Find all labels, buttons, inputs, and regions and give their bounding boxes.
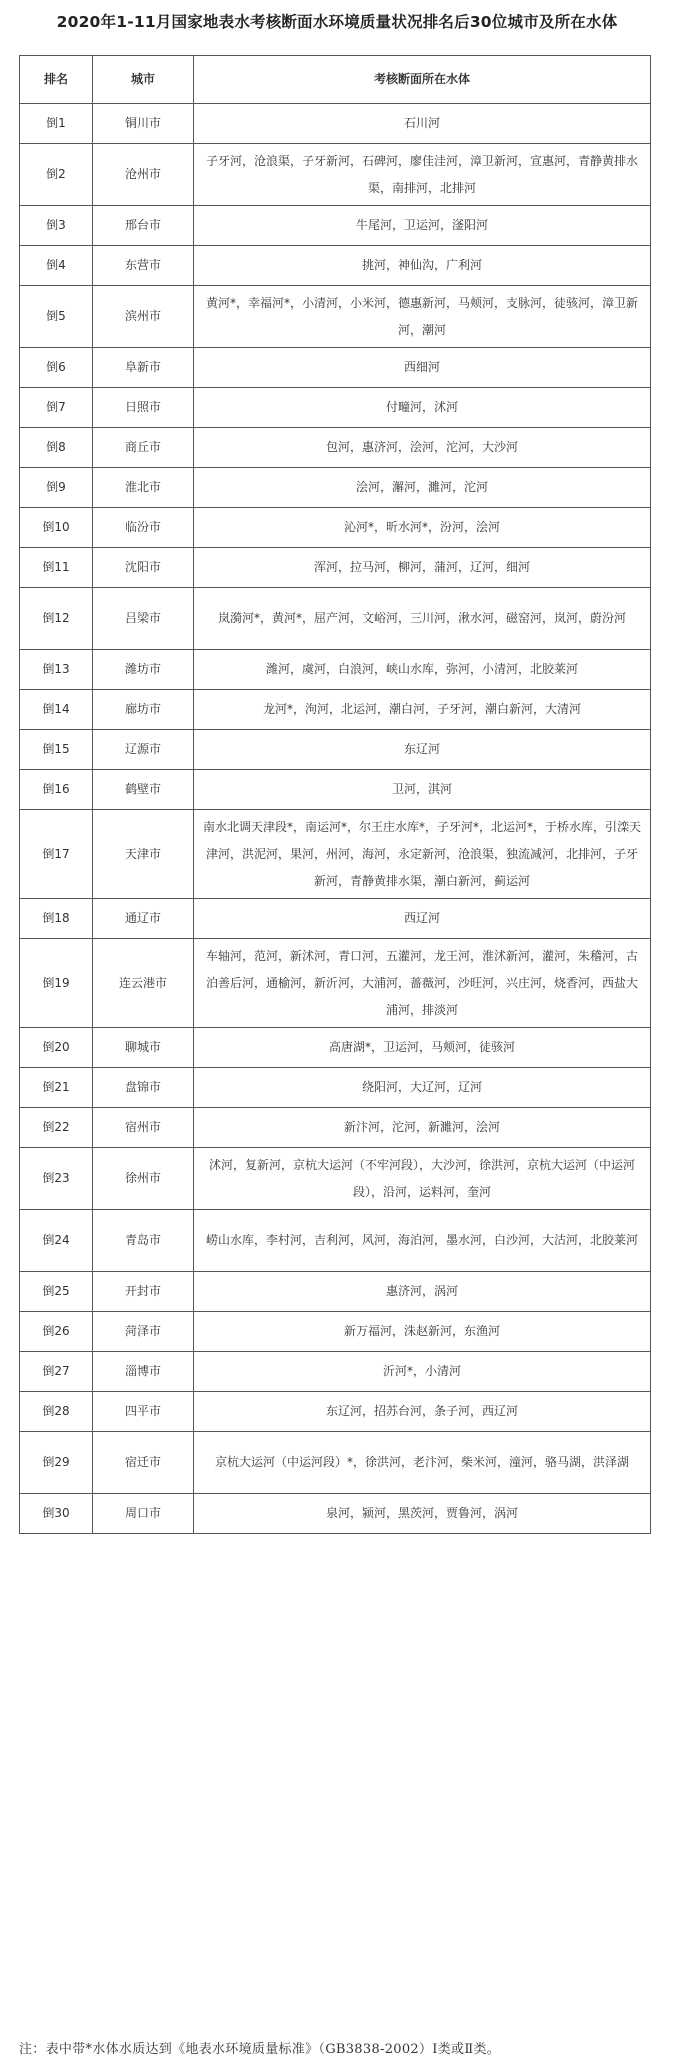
rank-cell: 倒12: [20, 588, 93, 650]
water-cell: 东辽河，招苏台河，条子河，西辽河: [194, 1392, 651, 1432]
rank-cell: 倒21: [20, 1068, 93, 1108]
rank-cell: 倒19: [20, 939, 93, 1028]
table-row: [20, 104, 651, 144]
water-cell: 卫河，淇河: [194, 770, 651, 810]
table-row: [20, 650, 651, 690]
water-cell: 京杭大运河（中运河段）*，徐洪河，老汴河，柴米河，潼河，骆马湖，洪泽湖: [194, 1432, 651, 1494]
water-cell: 绕阳河，大辽河，辽河: [194, 1068, 651, 1108]
header-city: 城市: [93, 56, 194, 104]
city-cell: 淄博市: [93, 1352, 194, 1392]
water-cell: 包河，惠济河，浍河，沱河，大沙河: [194, 428, 651, 468]
table-row: [20, 1108, 651, 1148]
table-row: [20, 348, 651, 388]
footnote: 注：表中带*水体水质达到《地表水环境质量标准》（GB3838-2002）Ⅰ类或Ⅱ类。: [19, 2042, 501, 2057]
city-cell: 吕梁市: [93, 588, 194, 650]
city-cell: 淮北市: [93, 468, 194, 508]
water-cell: 岚漪河*，黄河*，屈产河，文峪河，三川河，湫水河，磁窑河，岚河，蔚汾河: [194, 588, 651, 650]
table-row: [20, 1028, 651, 1068]
table-row: [20, 246, 651, 286]
city-cell: 日照市: [93, 388, 194, 428]
rank-cell: 倒29: [20, 1432, 93, 1494]
table-row: [20, 144, 651, 206]
water-cell: 沭河，复新河，京杭大运河（不牢河段），大沙河，徐洪河，京杭大运河（中运河段），沿河，运料河，奎河: [194, 1148, 651, 1210]
city-cell: 周口市: [93, 1494, 194, 1534]
water-cell: 沂河*，小清河: [194, 1352, 651, 1392]
table-row: [20, 508, 651, 548]
water-cell: 车轴河，范河，新沭河，青口河，五灌河，龙王河，淮沭新河，灌河，朱稽河，古泊善后河，通榆河，新沂河，大浦河，蔷薇河，沙旺河，兴庄河，烧香河，西盐大浦河，排淡河: [194, 939, 651, 1028]
city-cell: 连云港市: [93, 939, 194, 1028]
water-cell: 黄河*，幸福河*，小清河，小米河，德惠新河，马颊河，支脉河，徒骇河，漳卫新河，潮河: [194, 286, 651, 348]
rank-cell: 倒1: [20, 104, 93, 144]
table-row: [20, 548, 651, 588]
city-cell: 潍坊市: [93, 650, 194, 690]
rank-cell: 倒4: [20, 246, 93, 286]
table-row: [20, 939, 651, 1028]
rank-cell: 倒5: [20, 286, 93, 348]
water-cell: 浑河，拉马河，柳河，蒲河，辽河，细河: [194, 548, 651, 588]
city-cell: 开封市: [93, 1272, 194, 1312]
rank-cell: 倒16: [20, 770, 93, 810]
rank-cell: 倒7: [20, 388, 93, 428]
rank-cell: 倒18: [20, 899, 93, 939]
city-cell: 阜新市: [93, 348, 194, 388]
table-header-row: [20, 56, 651, 104]
water-cell: 牛尾河，卫运河，滏阳河: [194, 206, 651, 246]
city-cell: 铜川市: [93, 104, 194, 144]
city-cell: 宿州市: [93, 1108, 194, 1148]
rank-cell: 倒13: [20, 650, 93, 690]
water-cell: 石川河: [194, 104, 651, 144]
water-cell: 高唐湖*，卫运河，马颊河，徒骇河: [194, 1028, 651, 1068]
city-cell: 沈阳市: [93, 548, 194, 588]
water-cell: 新万福河，洙赵新河，东渔河: [194, 1312, 651, 1352]
city-cell: 盘锦市: [93, 1068, 194, 1108]
city-cell: 鹤壁市: [93, 770, 194, 810]
city-cell: 辽源市: [93, 730, 194, 770]
table-row: [20, 1312, 651, 1352]
table-row: [20, 1210, 651, 1272]
rank-cell: 倒8: [20, 428, 93, 468]
rank-cell: 倒24: [20, 1210, 93, 1272]
rank-cell: 倒15: [20, 730, 93, 770]
water-cell: 西辽河: [194, 899, 651, 939]
rank-cell: 倒3: [20, 206, 93, 246]
city-cell: 宿迁市: [93, 1432, 194, 1494]
rank-cell: 倒27: [20, 1352, 93, 1392]
city-cell: 邢台市: [93, 206, 194, 246]
city-cell: 天津市: [93, 810, 194, 899]
rank-cell: 倒26: [20, 1312, 93, 1352]
table-row: [20, 690, 651, 730]
header-rank: 排名: [20, 56, 93, 104]
table-row: [20, 899, 651, 939]
header-water: 考核断面所在水体: [194, 56, 651, 104]
city-cell: 通辽市: [93, 899, 194, 939]
rank-cell: 倒28: [20, 1392, 93, 1432]
city-cell: 廊坊市: [93, 690, 194, 730]
city-cell: 青岛市: [93, 1210, 194, 1272]
water-cell: 南水北调天津段*，南运河*，尔王庄水库*，子牙河*，北运河*，于桥水库，引滦天津河，洪泥河，果河，州河，海河，永定新河，沧浪渠，独流减河，北排河，子牙新河，青静黄排水渠，潮白新河，蓟运河: [194, 810, 651, 899]
water-cell: 潍河，虞河，白浪河，峡山水库，弥河，小清河，北胶莱河: [194, 650, 651, 690]
table-row: [20, 1352, 651, 1392]
table-row: [20, 1392, 651, 1432]
water-cell: 浍河，澥河，濉河，沱河: [194, 468, 651, 508]
table-row: [20, 588, 651, 650]
water-cell: 泉河，颍河，黑茨河，贾鲁河，涡河: [194, 1494, 651, 1534]
city-cell: 临汾市: [93, 508, 194, 548]
rank-cell: 倒20: [20, 1028, 93, 1068]
city-cell: 徐州市: [93, 1148, 194, 1210]
ranking-table: [19, 55, 651, 1534]
table-row: [20, 1432, 651, 1494]
table-row: [20, 1148, 651, 1210]
city-cell: 沧州市: [93, 144, 194, 206]
rank-cell: 倒14: [20, 690, 93, 730]
table-row: [20, 1494, 651, 1534]
rank-cell: 倒22: [20, 1108, 93, 1148]
table-row: [20, 206, 651, 246]
rank-cell: 倒9: [20, 468, 93, 508]
water-cell: 付疃河，沭河: [194, 388, 651, 428]
rank-cell: 倒25: [20, 1272, 93, 1312]
water-cell: 挑河，神仙沟，广利河: [194, 246, 651, 286]
table-row: [20, 730, 651, 770]
rank-cell: 倒17: [20, 810, 93, 899]
rank-cell: 倒30: [20, 1494, 93, 1534]
table-row: [20, 286, 651, 348]
water-cell: 崂山水库，李村河，吉利河，风河，海泊河，墨水河，白沙河，大沽河，北胶莱河: [194, 1210, 651, 1272]
water-cell: 惠济河，涡河: [194, 1272, 651, 1312]
city-cell: 聊城市: [93, 1028, 194, 1068]
table-row: [20, 468, 651, 508]
table-row: [20, 428, 651, 468]
water-cell: 沁河*，昕水河*，汾河，浍河: [194, 508, 651, 548]
rank-cell: 倒10: [20, 508, 93, 548]
water-cell: 新汴河，沱河，新濉河，浍河: [194, 1108, 651, 1148]
table-row: [20, 770, 651, 810]
city-cell: 商丘市: [93, 428, 194, 468]
city-cell: 菏泽市: [93, 1312, 194, 1352]
table-row: [20, 810, 651, 899]
table-row: [20, 388, 651, 428]
city-cell: 东营市: [93, 246, 194, 286]
rank-cell: 倒2: [20, 144, 93, 206]
water-cell: 子牙河，沧浪渠，子牙新河，石碑河，廖佳洼河，漳卫新河，宣惠河，青静黄排水渠，南排河，北排河: [194, 144, 651, 206]
table-row: [20, 1272, 651, 1312]
water-cell: 龙河*，泃河，北运河，潮白河，子牙河，潮白新河，大清河: [194, 690, 651, 730]
table-row: [20, 1068, 651, 1108]
rank-cell: 倒23: [20, 1148, 93, 1210]
water-cell: 东辽河: [194, 730, 651, 770]
rank-cell: 倒6: [20, 348, 93, 388]
city-cell: 四平市: [93, 1392, 194, 1432]
rank-cell: 倒11: [20, 548, 93, 588]
page-title: 2020年1-11月国家地表水考核断面水环境质量状况排名后30位城市及所在水体: [56, 13, 618, 31]
water-cell: 西细河: [194, 348, 651, 388]
city-cell: 滨州市: [93, 286, 194, 348]
